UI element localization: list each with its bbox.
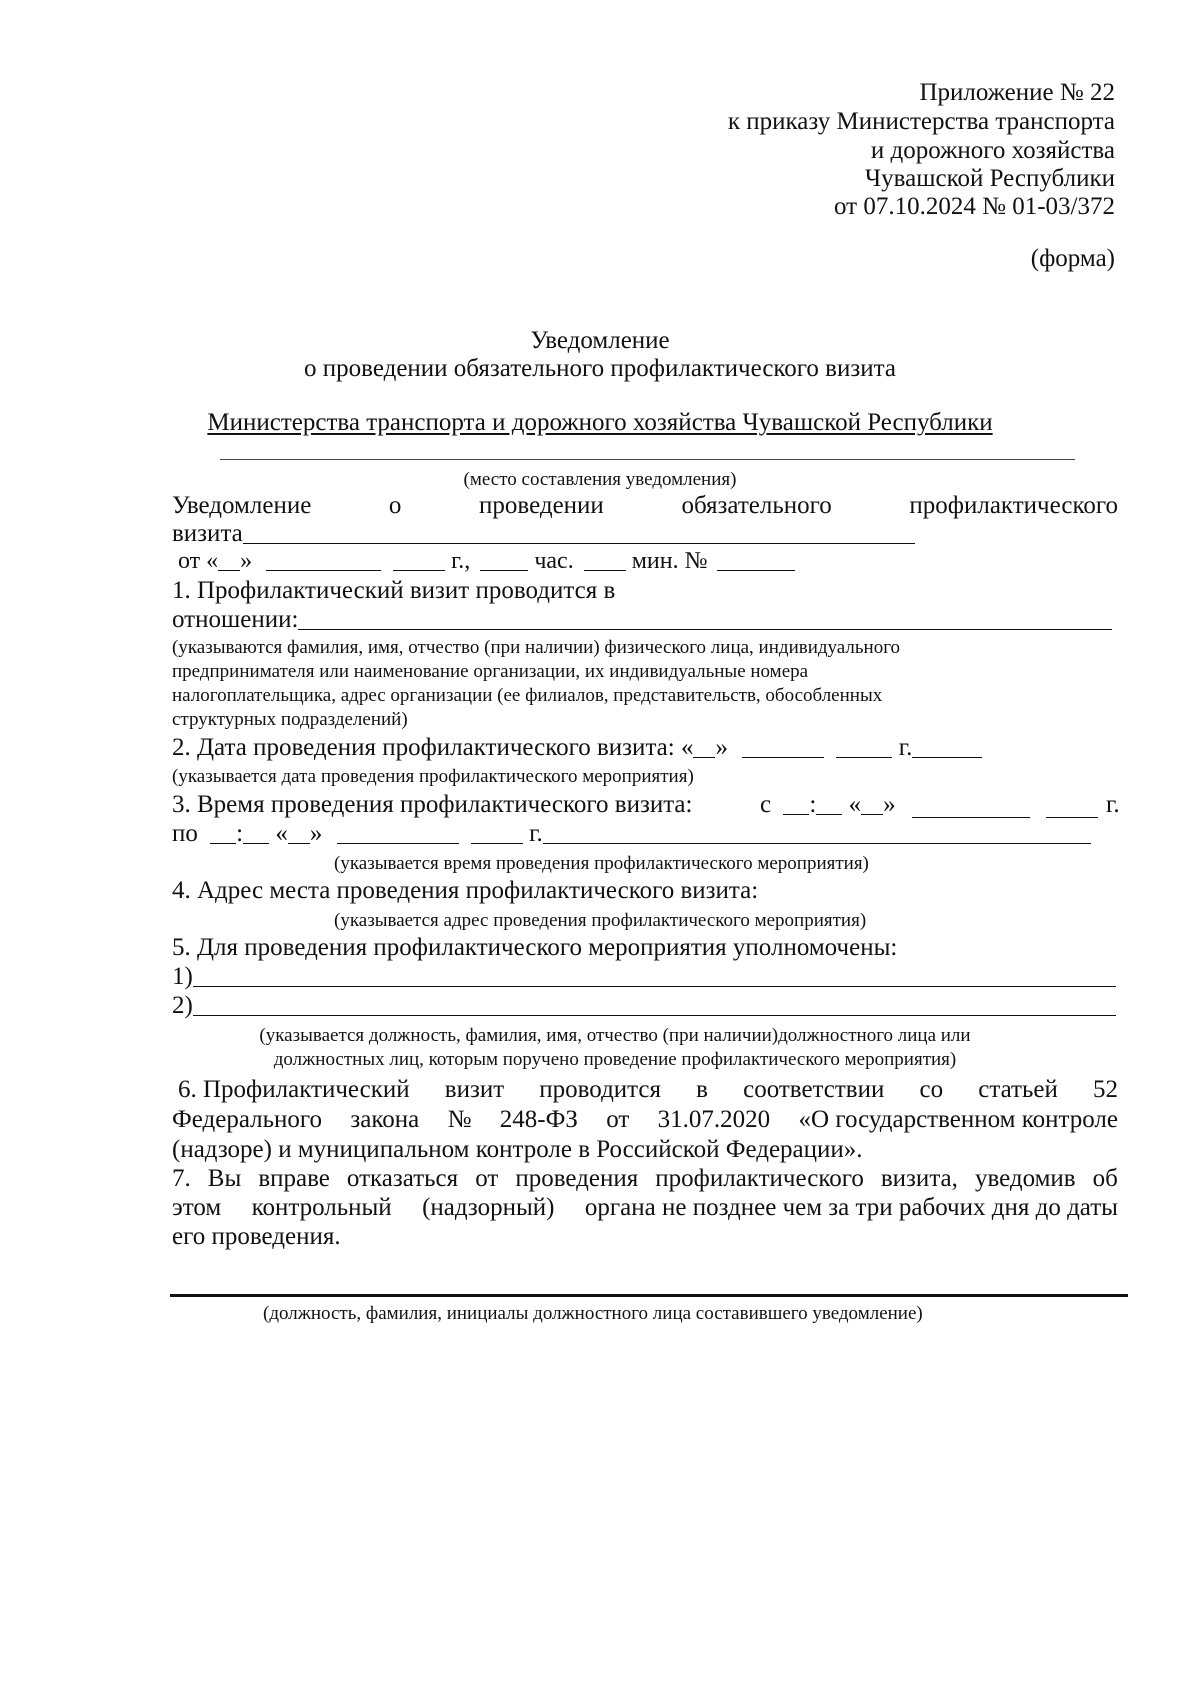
hour-blank bbox=[210, 842, 236, 844]
from-label: с bbox=[760, 791, 772, 818]
organization-name bbox=[0, 410, 1200, 435]
item-6-word: проводится bbox=[539, 1076, 661, 1103]
to-label: по bbox=[172, 820, 198, 847]
minute-blank bbox=[816, 813, 842, 815]
item-1-subject-label: отношении: bbox=[172, 606, 299, 633]
item-3-line: 3. Время проведения профилактического визита: bbox=[172, 791, 693, 818]
place-caption: (место составления уведомления) bbox=[463, 469, 737, 490]
notice-line-continued bbox=[172, 521, 915, 546]
item-7-word: визита, bbox=[880, 1165, 958, 1192]
year-blank bbox=[1046, 817, 1098, 818]
signature-caption: (должность, фамилия, инициалы должностного лица составившего уведомление) bbox=[263, 1303, 923, 1324]
item-7-word: проведения bbox=[515, 1165, 639, 1192]
date-quote-close: » bbox=[240, 548, 253, 574]
item-7-word: этом bbox=[172, 1194, 222, 1221]
notice-number-blank bbox=[243, 542, 915, 544]
item-1-subject-line bbox=[172, 607, 1112, 632]
minute-blank bbox=[243, 842, 269, 844]
document-subtitle: о проведении обязательного профилактического визита bbox=[304, 355, 896, 382]
authorized-entry-1 bbox=[172, 964, 1116, 989]
notice-line bbox=[172, 493, 1118, 518]
entry-blank bbox=[193, 985, 1116, 987]
document-title: Уведомление bbox=[530, 327, 670, 354]
hours-label: час. bbox=[534, 548, 574, 574]
day-blank bbox=[218, 569, 240, 571]
item-4-line: 4. Адрес места проведения профилактического визита: bbox=[172, 877, 759, 904]
year-blank bbox=[836, 756, 892, 758]
item-5-note: (указывается должность, фамилия, имя, отчество (при наличии)должностного лица или bbox=[259, 1025, 971, 1046]
date-quote-close: » bbox=[715, 734, 728, 761]
notice-word: визита bbox=[172, 520, 243, 547]
appendix-number: Приложение № 22 bbox=[919, 79, 1115, 106]
notice-word: о bbox=[388, 492, 402, 519]
month-blank bbox=[742, 756, 824, 758]
item-1-note: налогоплательщика, адрес организации (ее филиалов, представительств, обособленных bbox=[172, 685, 883, 706]
year-label: г. bbox=[529, 820, 543, 847]
day-blank bbox=[861, 813, 883, 815]
item-7-word: уведомив bbox=[974, 1165, 1076, 1192]
hours-blank bbox=[480, 569, 528, 571]
organization-name-text: Министерства транспорта и дорожного хозяйства Чувашской Республики bbox=[207, 409, 993, 436]
quote-close: » bbox=[883, 791, 896, 818]
item-6-word: соответствии bbox=[743, 1076, 885, 1103]
item-7-word: 7. bbox=[172, 1165, 191, 1192]
entry-blank bbox=[193, 1014, 1116, 1016]
item-7-word: органа не позднее чем за три рабочих дня до даты bbox=[584, 1194, 1118, 1221]
item-6-word: «О государственном контроле bbox=[798, 1106, 1118, 1133]
item-6-word: от bbox=[606, 1106, 630, 1133]
item-6-line-1 bbox=[178, 1077, 1118, 1102]
item-3-note: (указывается время проведения профилактического мероприятия) bbox=[334, 853, 869, 874]
item-6-word: визит bbox=[444, 1076, 505, 1103]
item-6-word: № bbox=[447, 1106, 472, 1133]
minutes-blank bbox=[584, 569, 626, 571]
item-7-word: об bbox=[1092, 1165, 1118, 1192]
item-1-note: (указываются фамилия, имя, отчество (при наличии) физического лица, индивидуального bbox=[172, 637, 901, 658]
notice-word: проведении bbox=[479, 492, 604, 519]
signature-line bbox=[170, 1294, 1128, 1297]
item-7-word: (надзорный) bbox=[422, 1194, 555, 1221]
day-blank bbox=[693, 756, 715, 758]
place-blank-line bbox=[220, 459, 1075, 460]
month-blank bbox=[266, 569, 381, 571]
date-from-label: от « bbox=[178, 548, 219, 574]
item-6-word: в bbox=[696, 1076, 708, 1103]
item-7-line-2 bbox=[172, 1195, 1118, 1220]
item-7-word: вправе bbox=[258, 1165, 330, 1192]
notice-word: Уведомление bbox=[172, 492, 312, 519]
authorized-entry-2 bbox=[172, 993, 1116, 1018]
trailing-blank bbox=[543, 842, 1091, 844]
minutes-number-label: мин. № bbox=[631, 548, 708, 574]
item-1-note: предпринимателя или наименование организации, их индивидуальные номера bbox=[172, 661, 809, 682]
day-blank bbox=[288, 842, 310, 844]
month-blank bbox=[337, 842, 459, 844]
month-blank bbox=[912, 817, 1030, 818]
item-5-line: 5. Для проведения профилактического мероприятия уполномочены: bbox=[172, 934, 898, 961]
quote-close: » bbox=[309, 820, 323, 847]
item-3-from bbox=[760, 792, 896, 817]
item-7-line-3: его проведения. bbox=[172, 1223, 341, 1250]
year-blank bbox=[393, 569, 445, 571]
year-label: г., bbox=[451, 548, 471, 574]
item-5-note: должностных лиц, которым поручено проведение профилактического мероприятия) bbox=[273, 1049, 957, 1070]
order-reference-line: и дорожного хозяйства bbox=[870, 137, 1115, 164]
item-7-line-1 bbox=[172, 1166, 1118, 1191]
time-colon: : bbox=[809, 791, 817, 818]
item-6-word: Федерального bbox=[172, 1106, 323, 1133]
item-6-line-3: (надзоре) и муниципальном контроле в Российской Федерации». bbox=[172, 1136, 863, 1163]
item-6-word: 31.07.2020 bbox=[657, 1106, 771, 1133]
hour-blank bbox=[783, 813, 809, 815]
item-6-word: закона bbox=[350, 1106, 420, 1133]
item-7-word: профилактического bbox=[655, 1165, 864, 1192]
form-label: (форма) bbox=[1030, 245, 1115, 272]
year-blank bbox=[471, 842, 523, 844]
entry-number: 1) bbox=[172, 963, 193, 990]
item-3-to-line bbox=[172, 821, 1091, 846]
item-2-note: (указывается дата проведения профилактического мероприятия) bbox=[172, 766, 694, 787]
item-6-word: 6. Профилактический bbox=[178, 1076, 410, 1103]
entry-number: 2) bbox=[172, 992, 193, 1019]
item-6-word: со bbox=[919, 1076, 944, 1103]
quote-open: « bbox=[275, 820, 288, 847]
item-6-word: статьей bbox=[978, 1076, 1058, 1103]
time-colon: : bbox=[236, 820, 244, 847]
order-reference-line: Чувашской Республики bbox=[864, 165, 1115, 192]
item-7-word: отказаться bbox=[346, 1165, 459, 1192]
order-date-number: от 07.10.2024 № 01-03/372 bbox=[834, 193, 1115, 220]
item-7-word: контрольный bbox=[251, 1194, 392, 1221]
order-reference-line: к приказу Министерства транспорта bbox=[727, 108, 1115, 135]
year-label: г. bbox=[898, 734, 913, 761]
subject-blank bbox=[298, 628, 1112, 630]
quote-open: « bbox=[848, 791, 862, 818]
item-6-word: 52 bbox=[1092, 1076, 1118, 1103]
item-6-line-2 bbox=[172, 1107, 1118, 1132]
item-7-word: Вы bbox=[207, 1165, 242, 1192]
notice-word: обязательного bbox=[681, 492, 832, 519]
item-2-label: 2. Дата проведения профилактического визита: « bbox=[172, 734, 694, 761]
item-2-line bbox=[172, 735, 982, 760]
item-6-word: 248-ФЗ bbox=[499, 1106, 578, 1133]
year-label: г. bbox=[1106, 791, 1120, 818]
item-7-word: от bbox=[475, 1165, 499, 1192]
notice-number-blank bbox=[717, 569, 795, 571]
item-4-note: (указывается адрес проведения профилактического мероприятия) bbox=[334, 910, 867, 931]
trailing-blank bbox=[912, 756, 982, 758]
item-1-heading: 1. Профилактический визит проводится в bbox=[172, 577, 616, 604]
item-1-note: структурных подразделений) bbox=[172, 709, 408, 730]
notice-date-line bbox=[178, 549, 795, 573]
notice-word: профилактического bbox=[909, 492, 1118, 519]
